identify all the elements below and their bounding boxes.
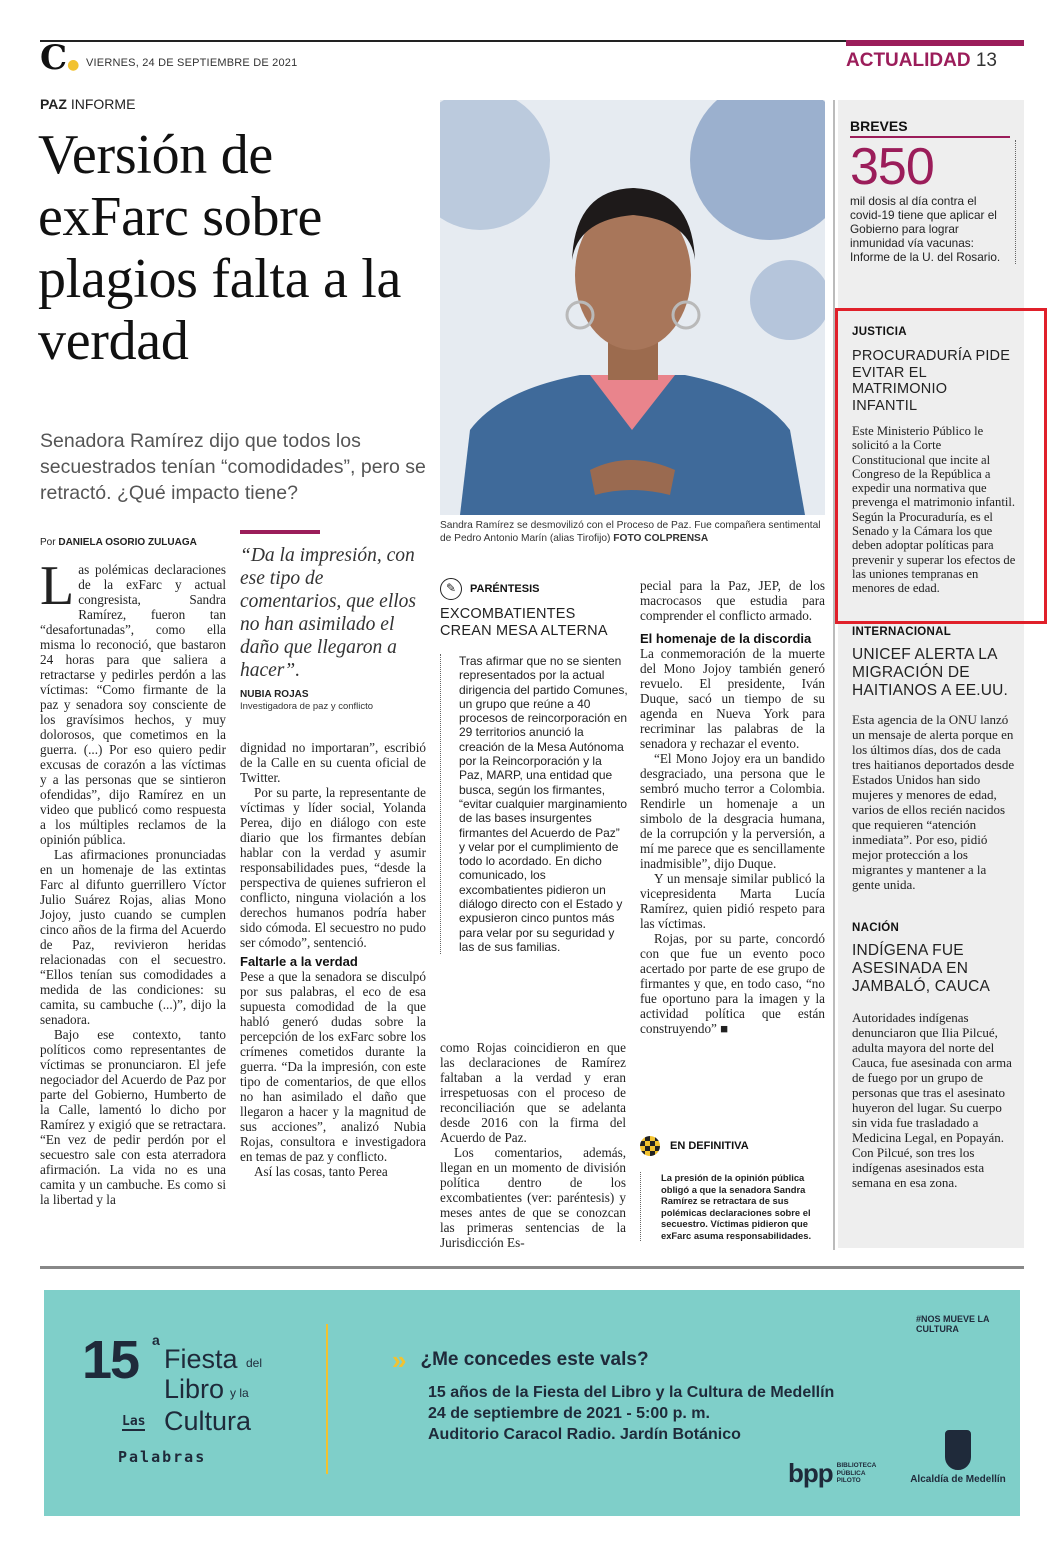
byline: Por DANIELA OSORIO ZULUAGA [40, 537, 197, 548]
article-title: Versión de exFarc sobre plagios falta a la verdad [38, 124, 402, 372]
photo-caption: Sandra Ramírez se desmovilizó con el Proceso de Paz. Fue compañera sentimental de Pedro Antonio Marín (alias Tirofijo) FOTO COLPRENSA [440, 520, 821, 544]
ad-headline: ¿Me concedes este vals? [420, 1349, 649, 1370]
en-definitiva-label: EN DEFINITIVA [670, 1140, 749, 1152]
checkered-icon [640, 1136, 660, 1156]
brief-justicia [852, 326, 1016, 596]
coat-of-arms-icon [945, 1430, 971, 1470]
breves-sidebar-content [850, 118, 1016, 264]
en-definitiva-body: La presión de la opinión pública obligó a que la senadora Sandra Ramírez se retractara de sus polémicas declaraciones sobre el secuestro. Víctimas pidieron que exFarc asuma responsabilidades. [640, 1172, 825, 1241]
bottom-rule [40, 1266, 1024, 1269]
breves-big-number: 350 [850, 138, 934, 196]
subhead-faltarle: Faltarle a la verdad [240, 954, 358, 969]
pullquote-role: Investigadora de paz y conflicto [240, 701, 374, 712]
ad-number: 15 [82, 1330, 139, 1390]
pullquote-rule [240, 530, 320, 534]
ad-text [392, 1345, 912, 1445]
brief-body: Esta agencia de la ONU lanzó un mensaje de alerta porque en los últimos días, dos de cada tres haitianos deportados desde Estados Unidos han sido mujeres y menores de edad, varios de ellos recién nacidos que requieren “atención inmediata”. Por eso, pidió mejor protección a los migrantes y mantener a la gente unida. [852, 712, 1015, 892]
pin-icon: ✎ [440, 578, 462, 600]
article-column-2: dignidad no importaran”, escribió de la Calle en su cuenta oficial de Twitter. Por su parte, la representante de víctimas y líder social, Yolanda Perea, dijo en diálogo con este diario que los firmantes debían hablar con la verdad y asumir responsabilidades pues, “desde la perspectiva de quienes sufrieron el conflicto, ninguna violación a los derechos humanos podría haber sido cómoda. El secuestro no pudo ser cómodo”, sentenció. Faltarle a la verdad Pese a que la senadora se disculpó por sus palabras, el eco de esa supuesta comodidad de la que habló generó dudas sobre la percepción de los exFarc sobre los crímenes cometidos durante la guerra. “Da la impresión, con este tipo de comentarios, de que ellos no han asimilado el daño que llegaron a hacer y la magnitud de sus acciones”, analizó Nubia Rojas, consultora e investigadora en temas de paz y conflicto. Así las cosas, tanto Perea [240, 740, 426, 1179]
pullquote-name: NUBIA ROJAS [240, 689, 309, 700]
brief-headline: PROCURADURÍA PIDE EVITAR EL MATRIMONIO INFANTIL [852, 348, 1011, 414]
bpp-logo: bpp BIBLIOTECA PÚBLICA PILOTO [788, 1458, 877, 1488]
article-photo [440, 100, 825, 515]
brief-internacional [852, 626, 1016, 892]
brief-kicker: INTERNACIONAL [852, 626, 952, 638]
article-kicker: PAZ INFORME [40, 96, 136, 112]
newspaper-logo: C● [40, 38, 80, 78]
brief-kicker: JUSTICIA [852, 326, 907, 338]
section-label: ACTUALIDAD 13 [846, 50, 997, 71]
ad-vertical-divider [326, 1324, 328, 1474]
ad-line-1: 15 años de la Fiesta del Libro y la Cultura de Medellín [428, 1384, 835, 1401]
breves-divider [833, 100, 835, 1250]
edition-date: VIERNES, 24 DE SEPTIEMBRE DE 2021 [86, 57, 298, 69]
breves-number-text: mil dosis al día contra el covid-19 tiene que aplicar el Gobierno para lograr inmunidad vía vacunas: Informe de la U. del Rosario. [850, 194, 1001, 264]
brief-kicker: NACIÓN [852, 922, 900, 934]
brief-headline: INDÍGENA FUE ASESINADA EN JAMBALÓ, CAUCA [852, 942, 991, 995]
parentesis-title: EXCOMBATIENTES CREAN MESA ALTERNA [440, 606, 608, 639]
pullquote: “Da la impresión, con ese tipo de comentarios, que ellos no han asimilado el daño que llegaron a hacer”. [240, 545, 417, 681]
parentesis-label: PARÉNTESIS [470, 583, 540, 595]
article-column-1: Las polémicas declaraciones de la exFarc y actual congresista, Sandra Ramírez, fueron tan “desafortunadas”, como ella misma lo reconoció, que bastaron 24 horas para que saliera a retractarse y pedirles perdón a las víctimas: “Como firmante de la paz y senadora soy consciente de los gravísimos hechos, y muy dolorosos, que cometimos en la guerra. (...) Por eso quiero pedir excusas de corazón a las víctimas y a las personas que se sintieron ofendidas”, dijo Ramírez en un video que publicó como respuesta a los múltiples reclamos de la opinión pública. Las afirmaciones pronunciadas en un homenaje de las extintas Farc al difunto guerrillero Víctor Julio Suárez Rojas, alias Mono Jojoy, justo cuando se cumplen cinco años de la firma del Acuerdo de Paz, revivieron heridas relacionadas con el secuestro. “Ellos tenían sus comodidades a medida de las condiciones: su camita, su cambuche (...)”, dijo la senadora. Bajo ese contexto, tanto políticos como representantes de víctimas se pronunciaron. El jefe negociador del Acuerdo de Paz por parte del Gobierno, Humberto de la Calle, lamentó lo dicho por Ramírez y exigió que se retractara. “En vez de pedir perdón por el secuestro sale con esta aterradora afirmación. La vida no es una camita y un cambuche. Es como si la libertad y la [40, 555, 226, 1207]
brief-body: Autoridades indígenas denunciaron que Ilia Pilcué, adulta mayora del norte del Cauca, fue asesinada con arma de fuego por un grupo de personas que tras el asesinato huyeron del lugar. Su cuerpo sin vida fue trasladado a Medicina Legal, en Popayán. Con Pilcué, son tres los indígenas asesinados esta semana en esa zona. [852, 1010, 1012, 1190]
brief-headline: UNICEF ALERTA LA MIGRACIÓN DE HAITIANOS A EE.UU. [852, 646, 1009, 699]
article-column-4: pecial para la Paz, JEP, de los macrocasos que estudia para comprender el conflicto armado. El homenaje de la discordia La conmemoración de la muerte del Mono Jojoy también generó revuelo. El presidente, Iván Duque, sacó un tiempo de su agenda en Nueva York para recriminar las palabras de la senadora y rechazar el evento. “El Mono Jojoy era un bandido desgraciado, una persona que le sembró mucho terror a Colombia. Rendirle un homenaje a un simbolo de la desgracia humana, de la corrupción y la perversión, a mí me parece que es sencillamente inadmisible”, dijo Duque. Y un mensaje similar publicó la vicepresidenta Marta Lucía Ramírez, quien pidió respeto para las víctimas. Rojas, por su parte, concordó con que fue un evento poco acertado por parte de ese grupo de firmantes y que, en todo caso, “no fue oportuno para la imagen y la actividad política que están construyendo” ■ [640, 578, 825, 1036]
drop-cap: L [40, 555, 75, 617]
breves-label: BREVES [850, 118, 1010, 138]
brief-body: Este Ministerio Público le solicitó a la Corte Constitucional que incite al Congreso de la República a expedir una normativa que prevenga el matrimonio infantil. Según la Procuraduría, es el Senado y la Cámara los que deben adoptar políticas para prevenir y superar los efectos de las uniones tempranas en menores de edad. [852, 424, 1016, 596]
article-column-3: como Rojas coincidieron en que las declaraciones de Ramírez faltaban a la verdad y eran irrespetuosas con el proceso de reconciliación que se adelanta desde 2016 con la firma del Acuerdo de Paz. Los comentarios, además, llegan en un momento de división política dentro de los excombatientes (ver: paréntesis) y meses antes de que se conozcan las primeras sentencias de la Jurisdicción Es- [440, 1040, 626, 1250]
section-accent-bar [846, 40, 1024, 46]
en-definitiva-box [640, 1136, 825, 1241]
ad-line-2: 24 de septiembre de 2021 - 5:00 p. m. [428, 1405, 710, 1422]
ad-logo: 15 a Fiesta del Libro y la Las Cultura Palabras [82, 1330, 263, 1466]
chevrons-icon: » [392, 1345, 407, 1375]
subhead-homenaje: El homenaje de la discordia [640, 631, 812, 646]
ad-line-3: Auditorio Caracol Radio. Jardín Botánico [428, 1426, 741, 1443]
brief-nacion [852, 922, 1016, 1190]
event-advertisement[interactable] [44, 1290, 1020, 1516]
parentesis-body: Tras afirmar que no se sienten representados por la actual dirigencia del partido Comunes, un grupo que reúne a 40 procesos de reincorporación en 29 territorios anunció la creación de la Mesa Autónoma por la Reincorporación y la Paz, MARP, una entidad que busca, según los firmantes, “evitar cualquier marginamiento de las bases insurgentes firmantes del Acuerdo de Paz” y velar por el cumplimiento de todo lo acordado. En dicho comunicado, los excombatientes pidieron un diálogo directo con el Estado y expusieron cinco puntos más para velar por su seguridad y las de sus familias. [440, 654, 628, 954]
article-deck: Senadora Ramírez dijo que todos los secuestrados tenían “comodidades”, pero se retractó. ¿Qué impacto tiene? [40, 430, 426, 504]
ad-campaign-logo: #NOS MUEVE LA CULTURA [916, 1314, 990, 1334]
parentesis-box [440, 578, 628, 954]
alcaldia-logo: Alcaldía de Medellín [908, 1430, 1008, 1485]
